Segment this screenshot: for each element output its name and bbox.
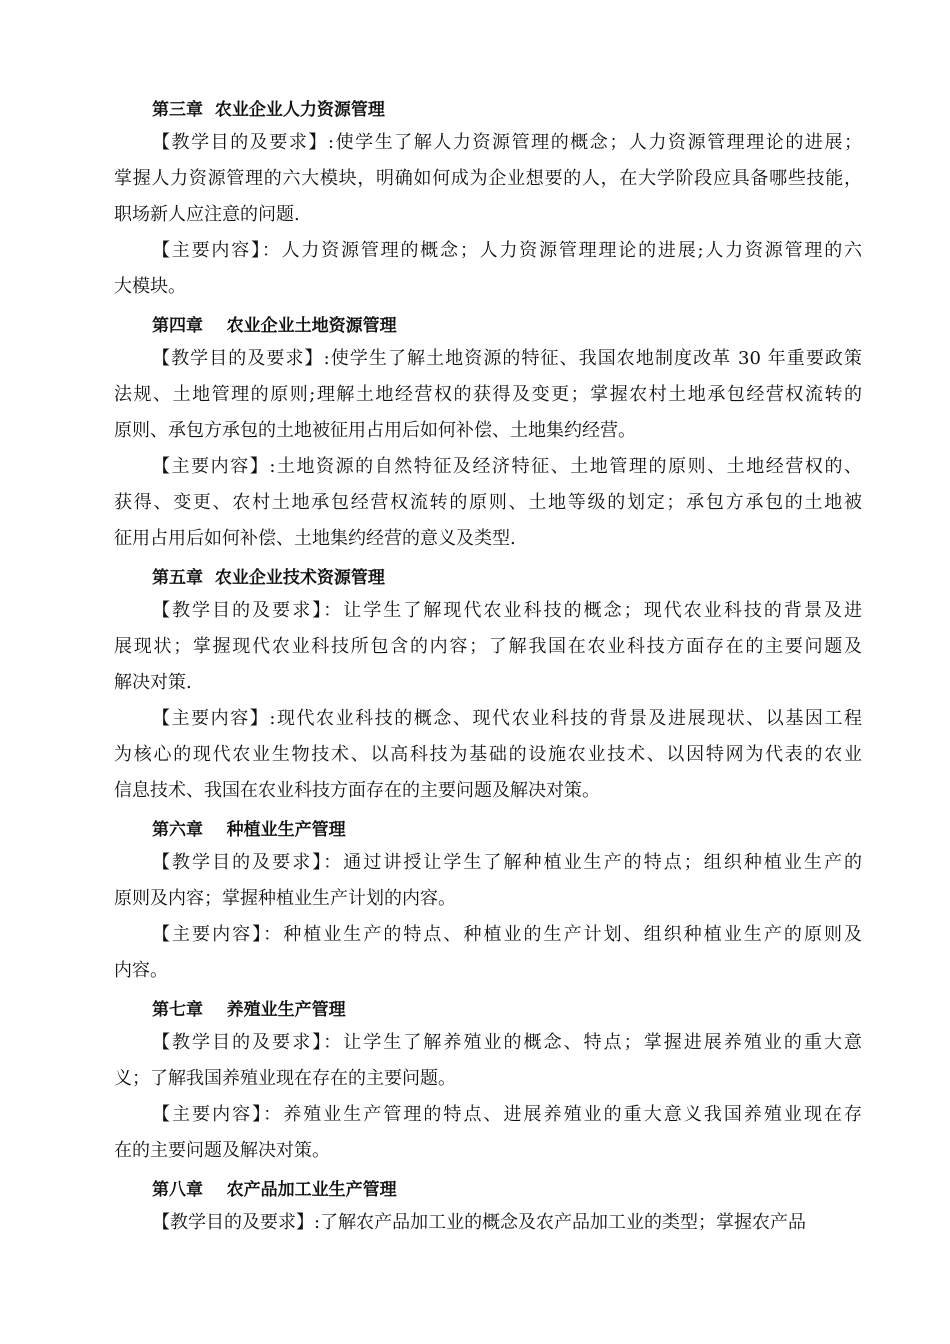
objectives-paragraph: [114, 1208, 862, 1244]
text-line: 【主要内容】:现代农业科技的概念、现代农业科技的背景及进展现状、以基因工程: [152, 708, 862, 729]
chapter-section: [114, 1172, 862, 1244]
content-paragraph: [114, 704, 862, 812]
text-line: 解决对策.: [114, 672, 192, 693]
text-line: 义；了解我国养殖业现在存在的主要问题。: [114, 1068, 456, 1089]
chapter-heading: 第八章 农产品加工业生产管理: [152, 1180, 397, 1200]
text-line: 原则及内容；掌握种植业生产计划的内容。: [114, 888, 456, 909]
objectives-paragraph: [114, 344, 862, 452]
objectives-paragraph: [114, 128, 862, 236]
content-paragraph: [114, 920, 862, 992]
text-line: 大模块。: [114, 276, 186, 297]
text-line: 【教学目的及要求】:使学生了解土地资源的特征、我国农地制度改革 30 年重要政策: [152, 348, 862, 369]
content-paragraph: [114, 452, 862, 560]
text-line: 【教学目的及要求】：让学生了解现代农业科技的概念；现代农业科技的背景及进: [152, 600, 862, 621]
text-line: 【主要内容】：种植业生产的特点、种植业的生产计划、组织种植业生产的原则及: [152, 924, 862, 945]
text-line: 【教学目的及要求】：通过讲授让学生了解种植业生产的特点；组织种植业生产的: [152, 852, 862, 873]
chapter-heading: 第六章 种植业生产管理: [152, 820, 346, 840]
text-line: 【教学目的及要求】：让学生了解养殖业的概念、特点；掌握进展养殖业的重大意: [152, 1032, 862, 1053]
chapter-heading: 第五章 农业企业技术资源管理: [152, 568, 385, 588]
chapter-heading: 第四章 农业企业土地资源管理: [152, 316, 397, 336]
chapter-section: [114, 812, 862, 992]
chapter-section: [114, 92, 862, 308]
text-line: 职场新人应注意的问题.: [114, 204, 300, 225]
content-paragraph: [114, 1100, 862, 1172]
chapter-section: [114, 560, 862, 812]
text-line: 内容。: [114, 960, 168, 981]
text-line: 为核心的现代农业生物技术、以高科技为基础的设施农业技术、以因特网为代表的农业: [114, 744, 862, 765]
content-paragraph: [114, 236, 862, 308]
document-page: [114, 92, 862, 1244]
text-line: 【教学目的及要求】:了解农产品加工业的概念及农产品加工业的类型；掌握农产品: [152, 1212, 807, 1233]
chapter-heading: 第七章 养殖业生产管理: [152, 1000, 346, 1020]
text-line: 【教学目的及要求】:使学生了解人力资源管理的概念；人力资源管理理论的进展；: [152, 132, 862, 153]
text-line: 【主要内容】:土地资源的自然特征及经济特征、土地管理的原则、土地经营权的、: [152, 456, 862, 477]
text-line: 征用占用后如何补偿、土地集约经营的意义及类型.: [114, 528, 516, 549]
text-line: 掌握人力资源管理的六大模块，明确如何成为企业想要的人，在大学阶段应具备哪些技能，: [114, 168, 862, 189]
chapter-section: [114, 992, 862, 1172]
text-line: 信息技术、我国在农业科技方面存在的主要问题及解决对策。: [114, 780, 600, 801]
objectives-paragraph: [114, 596, 862, 704]
text-line: 原则、承包方承包的土地被征用占用后如何补偿、土地集约经营。: [114, 420, 636, 441]
text-line: 法规、土地管理的原则;理解土地经营权的获得及变更；掌握农村土地承包经营权流转的: [114, 384, 862, 405]
text-line: 【主要内容】：养殖业生产管理的特点、进展养殖业的重大意义我国养殖业现在存: [152, 1104, 862, 1125]
chapter-section: [114, 308, 862, 560]
objectives-paragraph: [114, 848, 862, 920]
text-line: 展现状；掌握现代农业科技所包含的内容；了解我国在农业科技方面存在的主要问题及: [114, 636, 862, 657]
text-line: 【主要内容】：人力资源管理的概念；人力资源管理理论的进展;人力资源管理的六: [152, 240, 862, 261]
text-line: 获得、变更、农村土地承包经营权流转的原则、土地等级的划定；承包方承包的土地被: [114, 492, 862, 513]
chapter-heading: 第三章 农业企业人力资源管理: [152, 100, 385, 120]
text-line: 在的主要问题及解决对策。: [114, 1140, 330, 1161]
objectives-paragraph: [114, 1028, 862, 1100]
